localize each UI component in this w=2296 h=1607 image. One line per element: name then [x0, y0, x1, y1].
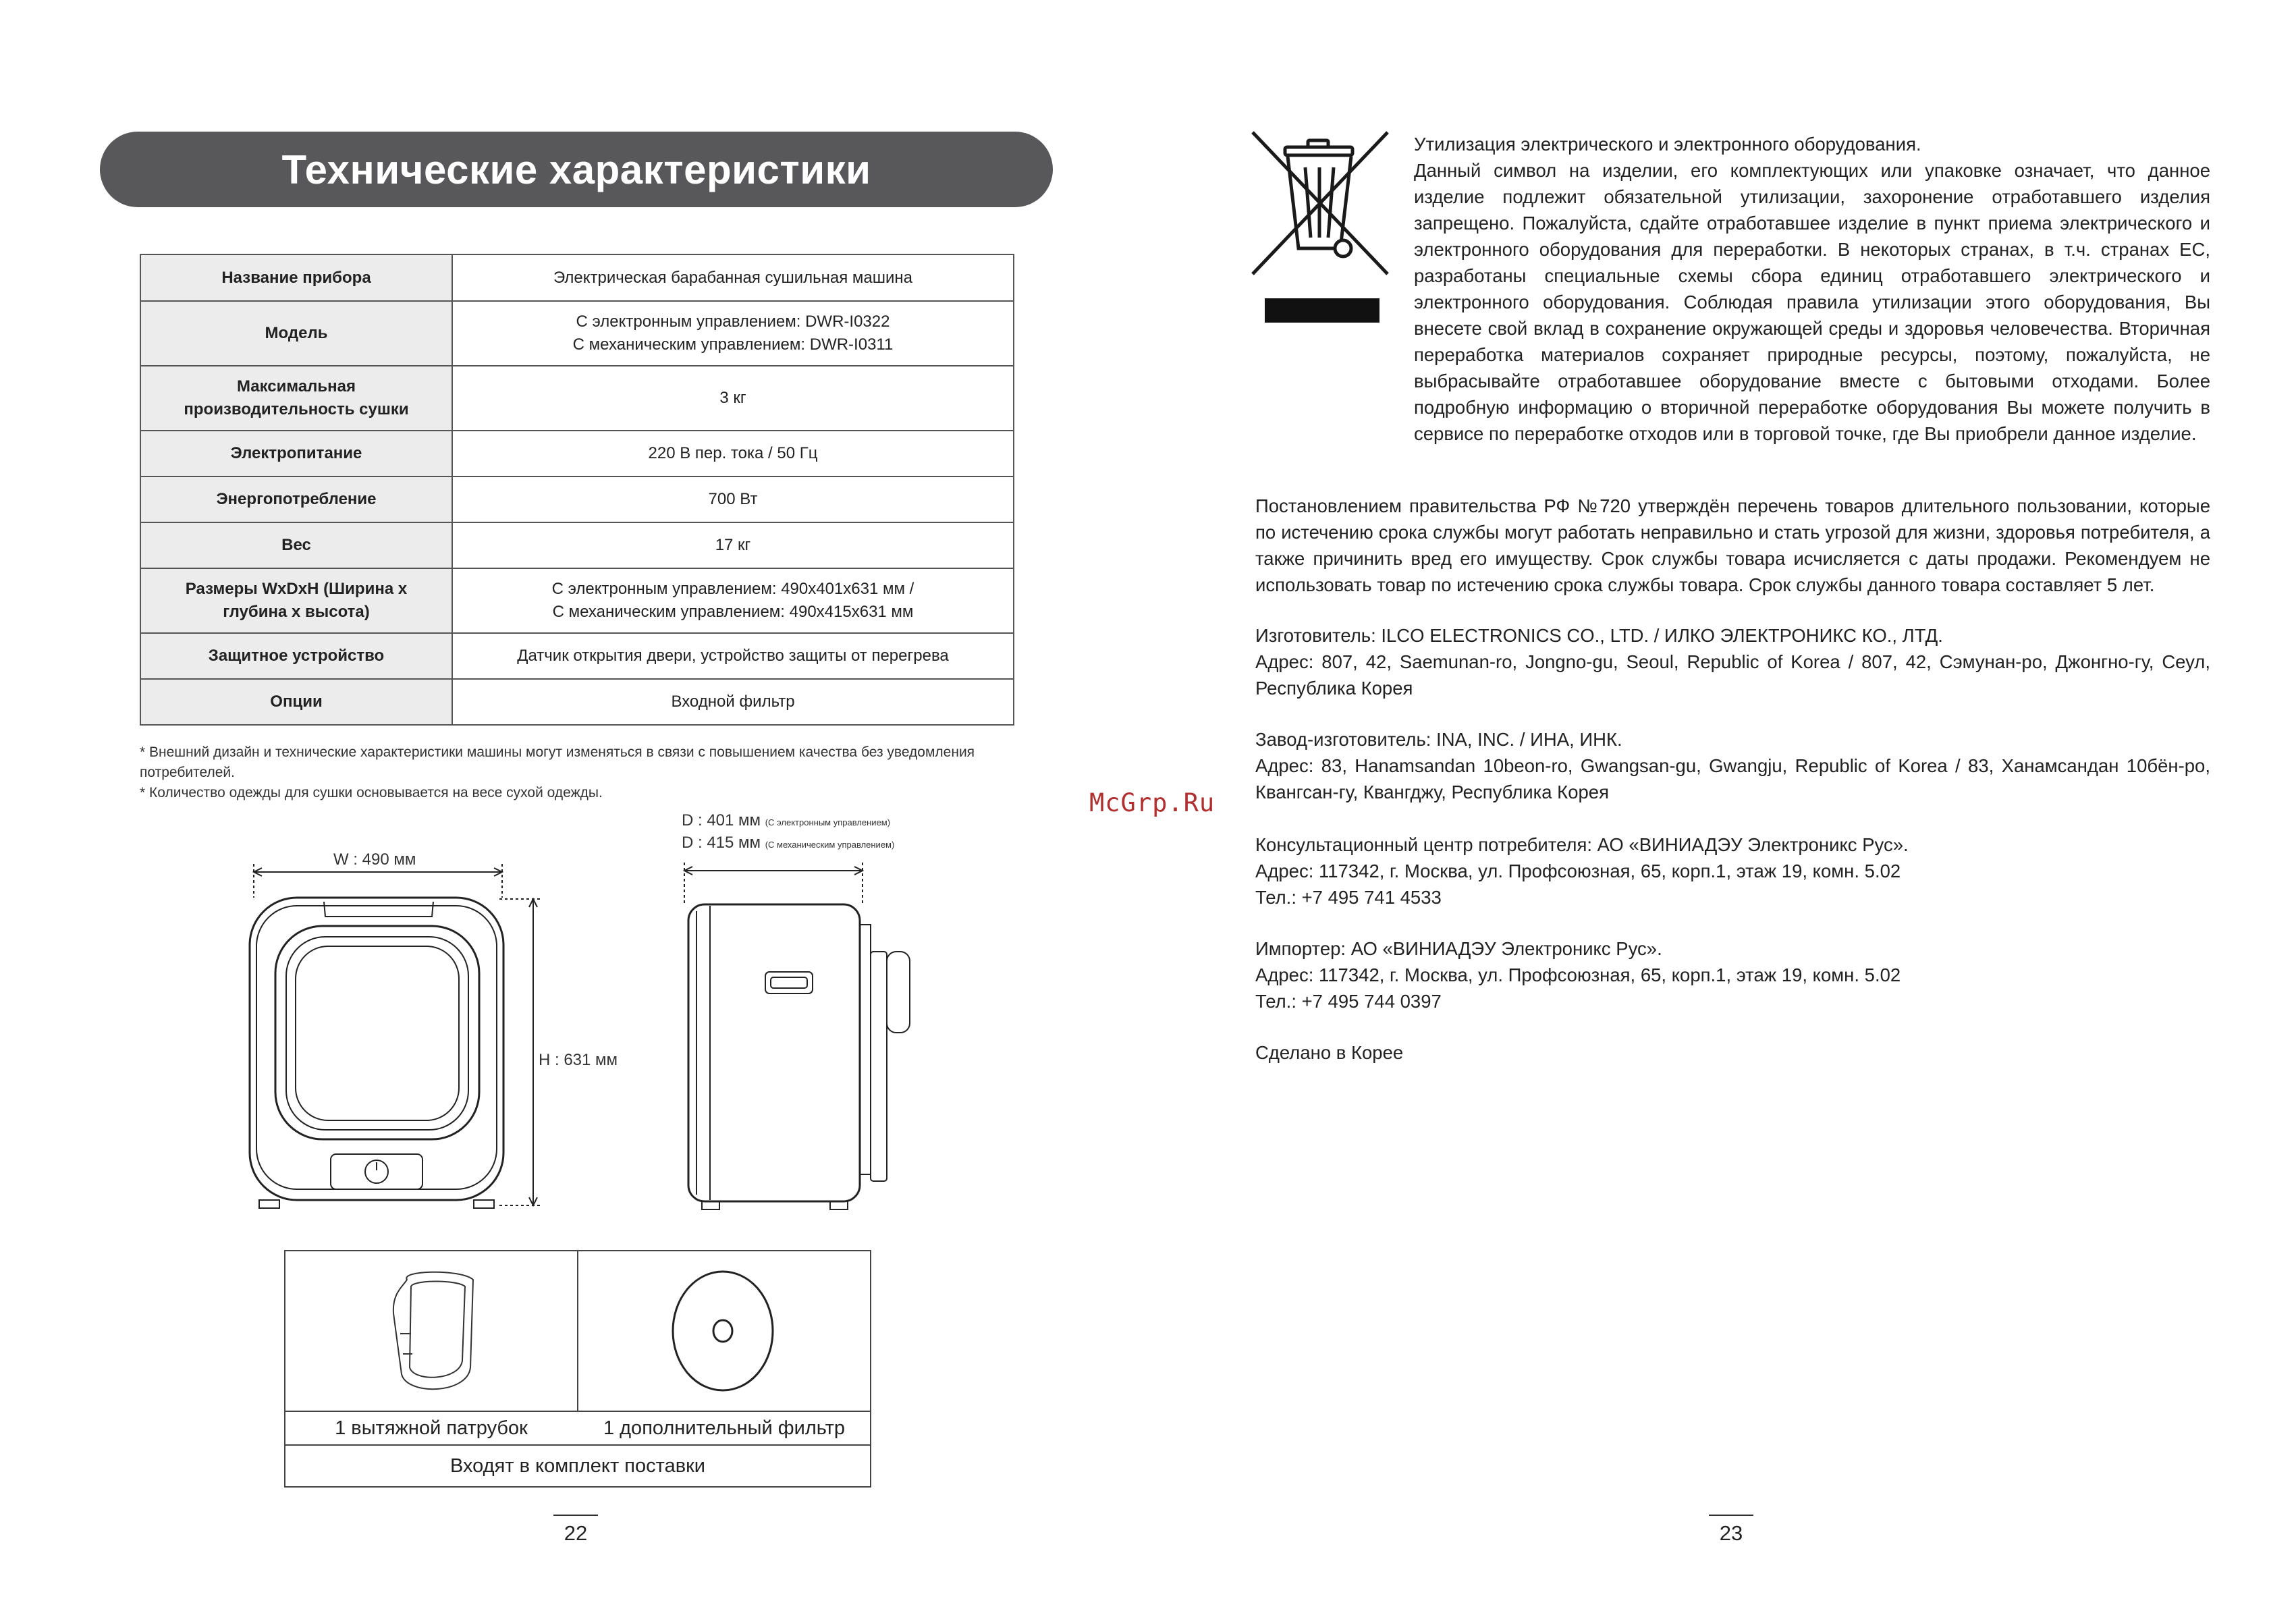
spec-key: Название прибора — [140, 254, 452, 301]
manufacturer-address: Адрес: 807, 42, Saemunan-ro, Jongno-gu, Seoul, Republic of Korea / 807, 42, Сэмунан-ро, Джонгно-гу, Сеул, Республика Корея — [1255, 651, 2210, 699]
spec-key: Максимальная производительность сушки — [140, 366, 452, 431]
spec-key: Энергопотребление — [140, 476, 452, 522]
watermark: McGrp.Ru — [1089, 788, 1215, 817]
spec-value: 220 В пер. тока / 50 Гц — [452, 431, 1014, 476]
manufacturer-block — [1255, 622, 2210, 701]
table-row — [140, 633, 1014, 679]
spec-value: 700 Вт — [452, 476, 1014, 522]
factory-block — [1255, 726, 2210, 805]
accessory-label: 1 вытяжной патрубок — [335, 1417, 528, 1439]
spec-key: Размеры WxDxH (Ширина x глубина x высота) — [140, 568, 452, 633]
spec-value: Входной фильтр — [452, 679, 1014, 725]
spec-value: 17 кг — [452, 522, 1014, 568]
consult-block — [1255, 832, 2210, 910]
importer-name: Импортер: АО «ВИНИАДЭУ Электроникс Рус». — [1255, 938, 1662, 959]
service-life-paragraph: Постановлением правительства РФ №720 утверждён перечень товаров длительного пользовании, которые по истечению срока службы могут работать неправильно и стать угрозой для жизни, здоровья потребителя, а также причинить вред его имуществу. Срок службы товара исчисляется с даты продажи. Рекомендуем не использовать товар по истечению срока службы товара. Срок службы данного товара составляет 5 лет. — [1255, 495, 2210, 595]
accessories-box — [284, 1250, 871, 1488]
accessories-footer: Входят в комплект поставки — [449, 1454, 705, 1477]
table-row — [140, 254, 1014, 301]
manufacturer-name: Изготовитель: ILCO ELECTRONICS CO., LTD. / ИЛКО ЭЛЕКТРОНИКС КО., ЛТД. — [1255, 625, 1943, 646]
table-row — [140, 476, 1014, 522]
dryer-front-view — [229, 857, 560, 1222]
spec-key: Модель — [140, 301, 452, 366]
table-row — [140, 301, 1014, 366]
importer-block — [1255, 935, 2210, 1014]
spec-key: Защитное устройство — [140, 633, 452, 679]
table-row — [140, 431, 1014, 476]
table-row — [140, 568, 1014, 633]
spec-table — [140, 254, 1014, 726]
importer-phone: Тел.: +7 495 744 0397 — [1255, 991, 1442, 1012]
spec-value: С электронным управлением: 490x401x631 мм / С механическим управлением: 490x415x631 мм — [452, 568, 1014, 633]
spec-value: Электрическая барабанная сушильная машина — [452, 254, 1014, 301]
table-row — [140, 366, 1014, 431]
spec-value: Датчик открытия двери, устройство защиты от перегрева — [452, 633, 1014, 679]
consult-address: Адрес: 117342, г. Москва, ул. Профсоюзная, 65, корп.1, этаж 19, комн. 5.02 — [1255, 861, 1901, 881]
footnote: * Количество одежды для сушки основывается на весе сухой одежды. — [140, 785, 603, 800]
factory-address: Адрес: 83, Hanamsandan 10beon-ro, Gwangsan-gu, Gwangju, Republic of Korea / 83, Ханамсандан 10бён-ро, Квангсан-гу, Квангджу, Республика Корея — [1255, 755, 2210, 802]
weee-paragraph: Утилизация электрического и электронного оборудования. Данный символ на изделии, его комплектующих или упаковке означает, что данное изделие подлежит обязательной утилизации, захоронение отработавшего изделия запрещено. Пожалуйста, сдайте отработавшее изделие в пункт приема электрического и электронного оборудования для переработки. В некоторых странах, в т.ч. странах ЕС, разработаны специальные схемы сбора единиц отработавшего электрического и электронного оборудования. Соблюдая правила утилизации этого оборудования, Вы внесете свой вклад в сохранение окружающей среды и здоровья человечества. Вторичная переработка материалов сохраняет природные ресурсы, поэтому, пожалуйста, не выбрасывайте отработавшее оборудование вместе с бытовыми отходами. Более подробную информацию о вторичной переработке оборудования Вы можете получить в сервисе по переработке отходов или в торговой точке, где Вы приобрели данное изделие. — [1414, 134, 2210, 444]
table-row — [140, 679, 1014, 725]
table-row — [140, 522, 1014, 568]
filter-disc-icon — [667, 1265, 778, 1397]
consult-name: Консультационный центр потребителя: АО «ВИНИАДЭУ Электроникс Рус». — [1255, 834, 1909, 855]
dryer-side-view — [675, 857, 931, 1222]
made-in: Сделано в Корее — [1255, 1042, 1404, 1063]
exhaust-duct-icon — [387, 1266, 481, 1398]
factory-name: Завод-изготовитель: INA, INC. / ИНА, ИНК. — [1255, 729, 1622, 750]
weee-bin-icon — [1250, 130, 1392, 327]
height-label: H : 631 мм — [539, 1051, 618, 1069]
consult-phone: Тел.: +7 495 741 4533 — [1255, 887, 1442, 908]
accessory-label: 1 дополнительный фильтр — [603, 1417, 846, 1439]
page-number: 23 — [1719, 1521, 1743, 1545]
page-number: 22 — [564, 1521, 588, 1545]
spec-key: Опции — [140, 679, 452, 725]
width-label: W : 490 мм — [333, 850, 416, 869]
page-title: Технические характеристики — [100, 132, 1053, 207]
importer-address: Адрес: 117342, г. Москва, ул. Профсоюзная, 65, корп.1, этаж 19, комн. 5.02 — [1255, 964, 1901, 985]
spec-value: 3 кг — [452, 366, 1014, 431]
spec-value: С электронным управлением: DWR-I0322 С механическим управлением: DWR-I0311 — [452, 301, 1014, 366]
depth-mechanical-label: D : 415 мм (С механическим управлением) — [682, 834, 895, 852]
depth-electronic-label: D : 401 мм (С электронным управлением) — [682, 811, 891, 829]
spec-key: Электропитание — [140, 431, 452, 476]
footnote: * Внешний дизайн и технические характеристики машины могут изменяться в связи с повышением качества без уведомления потребителей. — [140, 744, 975, 780]
spec-key: Вес — [140, 522, 452, 568]
